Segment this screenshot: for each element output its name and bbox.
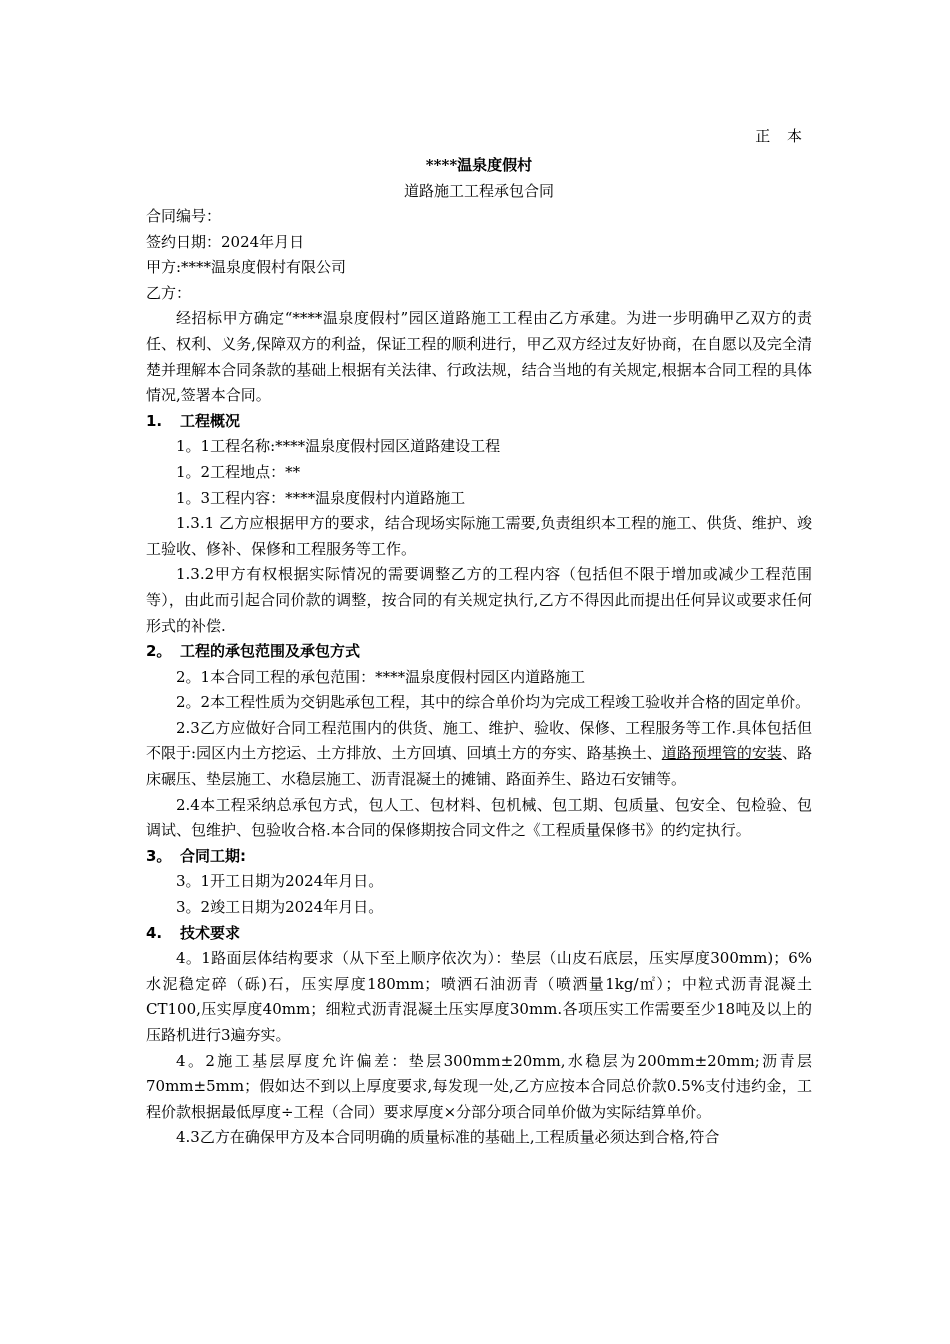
section-number: 4. [146, 923, 163, 942]
section-title: 工程的承包范围及承包方式 [180, 642, 361, 661]
document-subtitle: 道路施工工程承包合同 [403, 182, 554, 200]
clause: 1。3工程内容：****温泉度假村内道路施工 [176, 488, 466, 507]
document-title: ****温泉度假村 [425, 156, 533, 174]
clause: 2。1本合同工程的承包范围：****温泉度假村园区内道路施工 [176, 667, 586, 686]
underlined-text: 道路预埋管的安装 [661, 744, 782, 763]
original-copy-mark: 正 本 [755, 127, 808, 145]
intro-paragraph: 经招标甲方确定“****温泉度假村”园区道路施工工程由乙方承建。为进一步明确甲乙双方的责任、权利、义务,保障双方的利益，保证工程的顺利进行，甲乙双方经过友好协商，在自愿以及完全清楚并理解本合同条款的基础上根据有关法律、行政法规，结合当地的有关规定,根据本合同工程的具体情况,签署本合同。 [146, 309, 812, 405]
contract-number: 合同编号： [146, 207, 222, 225]
clause: 1。2工程地点：** [176, 462, 301, 481]
clause-text: 、路床碾压、垫层施工、水稳层施工、沥青混凝土的摊铺、路面养生、路边石安铺等。 [146, 744, 812, 789]
clause: 2.4本工程采纳总承包方式，包人工、包材料、包机械、包工期、包质量、包安全、包检验、包调试、包维护、包验收合格.本合同的保修期按合同文件之《工程质量保修书》的约定执行。 [146, 795, 812, 840]
section-title: 技术要求 [180, 923, 241, 942]
section-heading [146, 844, 812, 870]
party-a: 甲方:****温泉度假村有限公司 [146, 258, 347, 277]
clause: 4。1路面层体结构要求（从下至上顺序依次为）：垫层（山皮石底层，压实厚度300mm)；6%水泥稳定碎（砾)石，压实厚度180mm；喷洒石油沥青（喷洒量1kg/㎡）；中粒式沥青混凝土CT100,压实厚度40mm；细粒式沥青混凝土压实厚度30mm.各项压实工作需要至少18吨及以上的压路机进行3遍夯实。 [146, 949, 812, 1044]
clause: 4.3乙方在确保甲方及本合同明确的质量标准的基础上,工程质量必须达到合格,符合 [176, 1128, 720, 1147]
section-number: 2。 [146, 642, 172, 661]
section-title: 合同工期: [180, 846, 246, 865]
section-number: 1. [146, 411, 163, 430]
clause: 3。2竣工日期为2024年月日。 [176, 898, 384, 917]
section-heading [146, 639, 812, 665]
clause: 4。2施工基层厚度允许偏差：垫层300mm±20mm,水稳层为200mm±20mm;沥青层70mm±5mm；假如达不到以上厚度要求,每发现一处,乙方应按本合同总价款0.5%支付违约金，工程价款根据最低厚度÷工程（合同）要求厚度×分部分项合同单价做为实际结算单价。 [146, 1051, 812, 1121]
clause-text: 2.3乙方应做好合同工程范围内的供货、施工、维护、验收、保修、工程服务等工作.具体包括但不限于:园区内土方挖运、土方排放、土方回填、回填土方的夯实、路基换土、 [146, 718, 812, 763]
clause: 1。1工程名称:****温泉度假村园区道路建设工程 [176, 437, 501, 456]
section-heading [146, 921, 812, 947]
signing-date: 签约日期：2024年月日 [146, 232, 305, 251]
clause: 2。2本工程性质为交钥匙承包工程，其中的综合单价均为完成工程竣工验收并合格的固定单价。 [176, 693, 811, 712]
clause: 3。1开工日期为2024年月日。 [176, 872, 384, 891]
party-b: 乙方： [146, 283, 192, 302]
section-title: 工程概况 [180, 411, 241, 430]
contract-page [146, 120, 812, 1151]
section-number: 3。 [146, 846, 172, 865]
section-heading [146, 409, 812, 435]
clause: 1.3.2甲方有权根据实际情况的需要调整乙方的工程内容（包括但不限于增加或减少工程范围等），由此而引起合同价款的调整，按合同的有关规定执行,乙方不得因此而提出任何异议或要求任何形式的补偿. [146, 565, 812, 635]
clause [146, 716, 812, 793]
clause: 1.3.1 乙方应根据甲方的要求，结合现场实际施工需要,负责组织本工程的施工、供货、维护、竣工验收、修补、保修和工程服务等工作。 [146, 514, 812, 558]
